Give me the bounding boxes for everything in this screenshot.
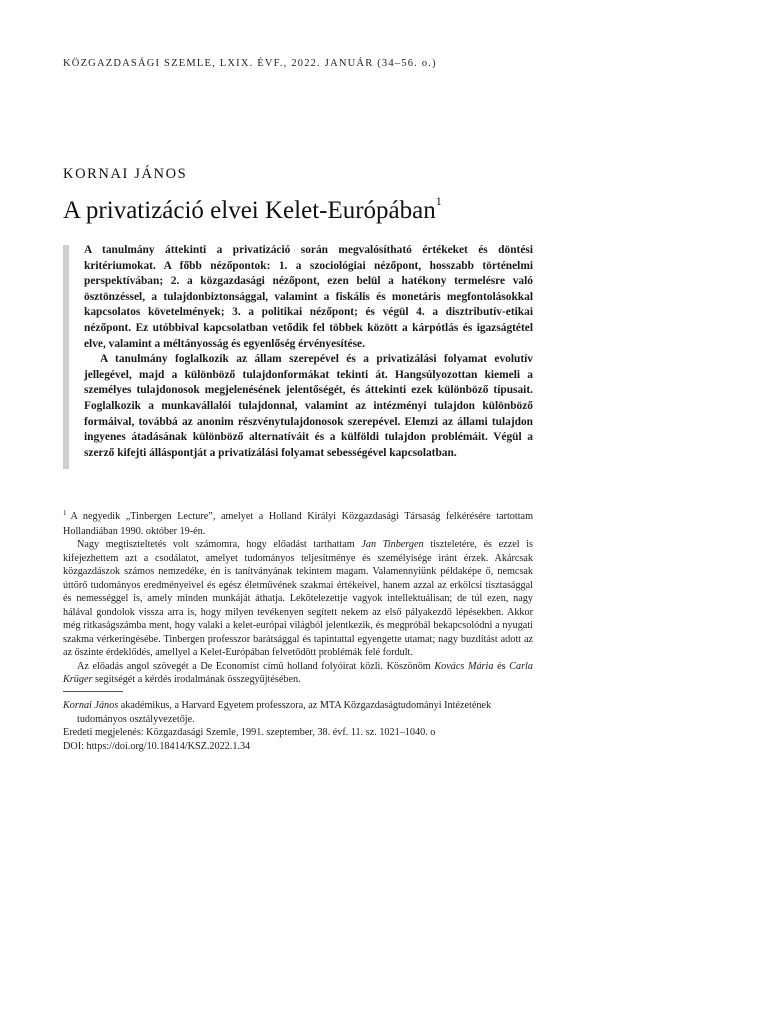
footnote-paragraph-2 xyxy=(63,538,533,660)
author-affiliation xyxy=(63,699,533,726)
article-title xyxy=(63,193,442,225)
abstract-paragraph-2: A tanulmány foglalkozik az állam szerepével és a privatizálási folyamat evolutív jellegével, majd a különböző tulajdonformákat tekinti át. Hangsúlyozottan kiemeli a személyes tulajdonosok megjelenésének jelentőségét, és áttekinti ezek különböző típusait. Foglalkozik a munkavállalói tulajdonnal, valamint az intézményi tulajdon különböző formáival, továbbá az anonim részvénytulajdonosok szerepével. Elemzi az állami tulajdon ingyenes átadásának különböző alternatíváit és a külföldi tulajdon problémáit. Végül a szerző kifejti álláspontját a privatizálási folyamat sebességével kapcsolatban. xyxy=(84,353,533,459)
article-title-text: A privatizáció elvei Kelet-Európában xyxy=(63,197,436,224)
footnote-text-2b: tiszteletére, és ezzel is kifejezhettem azt a csodálatot, amelyet tudományos teljesítménye és személyisége iránt érzek. Akárcsak közgazdászok számos nemzedéke, én is tanítványának tekintem magam. Valamennyiünk példaképe ő, nemcsak úttörő tudományos eredményeivel és egész életművének szakmai értékeivel, hanem azzal az erkölcsi tisztasággal és nemességgel is, amely minden munkáját áthatja. Lekötelezettje vagyok intellektuálisan; de túl ezen, nagy hálával gondolok vissza arra is, hogy milyen tevékenyen segített nekem az első pályakezdő lépésekben. Akkor még ritkaságszámba ment, hogy valaki a kelet-európai világból jelentkezik, és megpróbál bekapcsolódni a nyugati szakma vérkeringésébe. Tinbergen professzor barátsággal és tapintattal egyengette utamat; nagy buzdítást adott az az őszinte érdeklődés, amellyel a Kelet-Európában felvetődött problémák felé fordult. xyxy=(63,539,533,658)
footnote-text-3b: segítségét a kérdés irodalmának összegyűjtésében. xyxy=(92,674,301,685)
footnote-text-3a: Az előadás angol szövegét a De Economist című holland folyóirat közli. Köszönöm xyxy=(77,660,435,672)
title-footnote-mark[interactable]: 1 xyxy=(435,193,442,208)
footnote-paragraph-3 xyxy=(63,660,533,687)
footnote-text-3mid: és xyxy=(493,660,510,672)
author-info-name: Kornai János xyxy=(63,700,119,711)
footnote-text-1: A negyedik „Tinbergen Lecture”, amelyet a Holland Királyi Közgazdasági Társaság felkérésére tartottam Hollandiában 1990. október 19-én. xyxy=(63,511,533,537)
footnote-paragraph-1 xyxy=(63,510,533,538)
abstract-text xyxy=(84,243,533,461)
footnote-text-2a: Nagy megtiszteltetés volt számomra, hogy előadást tarthattam xyxy=(77,539,362,550)
footnote-name-tinbergen: Jan Tinbergen xyxy=(361,539,424,550)
abstract-paragraph-1: A tanulmány áttekinti a privatizáció során megvalósítható értékeket és döntési kritériumokat. A főbb nézőpontok: 1. a szociológiai nézőpont, hosszabb történelmi perspektívában; 2. a közgazdasági nézőpont, ezen belül a hatékony termelésre való ösztönzéssel, a tulajdonbiztonsággal, valamint a fiskális és monetáris megfontolásokkal kapcsolatos követelmények; 3. a politikai nézőpont; és végül 4. a disztributív-etikai nézőpont. Ez utóbbival kapcsolatban vetődik fel többek között a kárpótlás és igazságtétel elve, valamint a méltányosság és egyenlőség érvényesítése. xyxy=(84,244,533,350)
footnote-block xyxy=(63,510,533,687)
footnote-name-kovacs: Kovács Mária xyxy=(434,660,494,672)
author-info-block xyxy=(63,699,533,753)
footnote-mark: 1 xyxy=(63,509,67,517)
footnote-name-kruger: Carla Krüger xyxy=(63,660,533,685)
doi-link[interactable]: DOI: https://doi.org/10.18414/KSZ.2022.1.34 xyxy=(63,740,251,752)
separator-rule xyxy=(63,691,123,692)
running-head: KÖZGAZDASÁGI SZEMLE, LXIX. ÉVF., 2022. JANUÁR (34–56. o.) xyxy=(63,58,437,69)
original-publication: Eredeti megjelenés: Közgazdasági Szemle, 1991. szeptember, 38. évf. 11. sz. 1021–1040. o xyxy=(63,727,436,738)
article-author: KORNAI JÁNOS xyxy=(63,166,188,182)
abstract-side-bar xyxy=(63,245,69,469)
author-info-affiliation: akadémikus, a Harvard Egyetem professzora, az MTA Közgazdaságtudományi Intézetének tudományos osztályvezetője. xyxy=(77,700,492,725)
